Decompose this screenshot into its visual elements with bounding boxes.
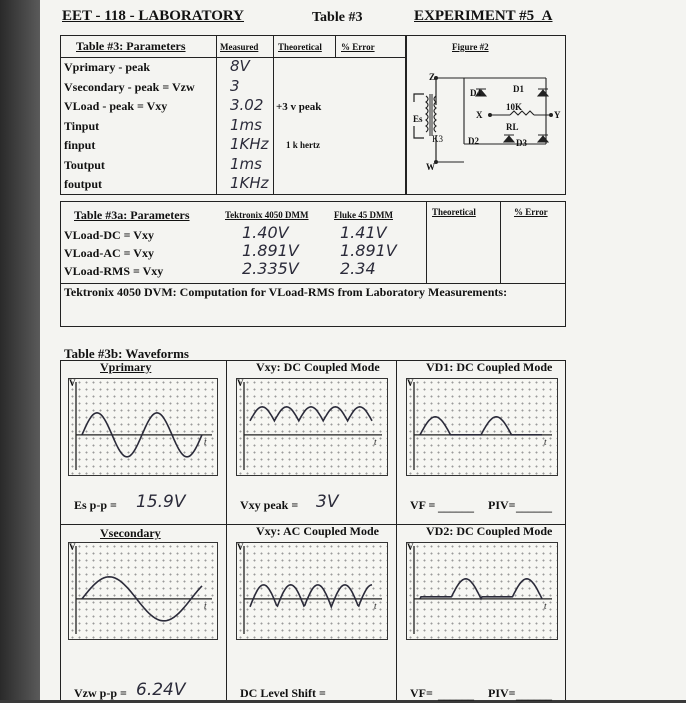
piv-blank[interactable]: ______ (516, 500, 552, 514)
v-axis-label: V (407, 542, 414, 552)
table3b-title: Table #3b: Waveforms (64, 346, 189, 361)
photo-shadow (0, 0, 40, 700)
table3a-tek-value[interactable]: 2.335V (242, 259, 299, 278)
v-axis-label: V (237, 378, 244, 388)
waveform-trace (68, 378, 218, 476)
v-axis-label: V (69, 378, 76, 388)
figure2-title: Figure #2 (452, 42, 489, 52)
table3-param: Tinput (64, 118, 100, 133)
t-axis-label: t (204, 436, 207, 447)
table3-theoretical[interactable]: +3 v peak (276, 101, 322, 113)
panel-title: Vxy: DC Coupled Mode (256, 360, 380, 374)
v-axis-label: V (407, 378, 414, 388)
t-axis-label: t (374, 600, 377, 611)
scope-axes (244, 382, 382, 470)
table3-measured[interactable]: 1ms (230, 115, 262, 134)
panel-footer-label: Es p-p = (74, 498, 117, 512)
panel-title: VD1: DC Coupled Mode (426, 360, 553, 374)
table3-param: Toutput (64, 157, 105, 172)
t-axis-label: t (374, 436, 377, 447)
load-label: RL (506, 122, 519, 132)
scope-axes (76, 546, 212, 634)
table3-measured[interactable]: 1KHz (230, 135, 269, 153)
table3-param: finput (64, 138, 96, 152)
t-axis-label: t (544, 436, 547, 447)
table3a-col-error: % Error (514, 207, 548, 217)
table3-measured[interactable]: 8V (230, 57, 250, 75)
scope-axes (76, 382, 212, 470)
lab-sheet (40, 0, 686, 700)
course-title: EET - 118 - LABORATORY (62, 8, 245, 24)
table3-col-theoretical: Theoretical (278, 42, 322, 52)
table3-measured[interactable]: 3 (230, 76, 240, 95)
panel-footer-label: VF = (410, 498, 436, 512)
table3-measured[interactable]: 1KHz (230, 174, 269, 192)
table3a-title: Table #3a: Parameters (74, 208, 190, 222)
waveform-path (250, 585, 372, 607)
panel-title: Vxy: AC Coupled Mode (256, 524, 380, 538)
panel-footer-value[interactable]: 6.24V (136, 680, 186, 700)
k3-label: K3 (432, 134, 443, 144)
panel-title: Vprimary (100, 360, 152, 374)
node-w-label: W (426, 162, 435, 172)
table3-col-measured: Measured (220, 42, 259, 52)
panel-footer-label: Vzw p-p = (74, 686, 127, 700)
waveform-path (420, 417, 542, 435)
scope-axes (244, 546, 382, 634)
panel-title: VD2: DC Coupled Mode (426, 524, 553, 538)
es-label: Es (413, 114, 423, 124)
table3a-col-fluke: Fluke 45 DMM (334, 210, 393, 220)
computation-label: Tektronix 4050 DVM: Computation for VLoad-RMS from Laboratory Measurements: (64, 285, 508, 299)
table3a-tek-value[interactable]: 1.40V (242, 223, 289, 242)
table3a-col-theoretical: Theoretical (432, 207, 476, 217)
table3-param: VLoad - peak = Vxy (64, 99, 168, 113)
table3a-param: VLoad-DC = Vxy (64, 228, 154, 242)
waveform-path (250, 407, 372, 421)
waveform-trace (68, 542, 218, 640)
table3-theoretical[interactable]: 1 k hertz (286, 140, 320, 150)
waveform-trace (406, 542, 558, 640)
waveform-trace (236, 542, 388, 640)
v-axis-label: V (69, 542, 76, 552)
table-number: Table #3 (312, 10, 363, 25)
d2-label: D2 (468, 136, 479, 146)
d3-label: D3 (516, 138, 527, 148)
panel-footer-label: DC Level Shift = (240, 686, 326, 700)
waveform-trace (406, 378, 558, 476)
panel-footer-value[interactable]: 3V (316, 492, 339, 512)
panel-title: Vsecondary (100, 526, 161, 540)
t-axis-label: t (204, 600, 207, 611)
t-axis-label: t (544, 600, 547, 611)
table3-param: Vsecondary - peak = Vzw (64, 79, 195, 94)
waveform-trace (236, 378, 388, 476)
piv-label: PIV= (488, 498, 516, 512)
d4-label: D4 (470, 88, 481, 98)
table3a-col-tek: Tektronix 4050 DMM (225, 210, 309, 220)
table3a-fluke-value[interactable]: 1.891V (340, 241, 397, 260)
panel-footer-label: VF= (410, 686, 433, 700)
table3-col-error: % Error (341, 42, 375, 52)
table3a-param: VLoad-RMS = Vxy (64, 264, 164, 278)
table3a-tek-value[interactable]: 1.891V (242, 241, 299, 260)
vf-blank[interactable]: ______ (438, 688, 474, 702)
table3-measured[interactable]: 1ms (230, 154, 262, 173)
panel-footer-label: Vxy peak = (240, 498, 299, 512)
scope-axes (414, 546, 552, 634)
resistor-label: 10K (506, 102, 523, 112)
scope-axes (414, 382, 552, 470)
table3a-fluke-value[interactable]: 1.41V (340, 223, 387, 242)
waveform-path (420, 579, 542, 599)
node-y-label: Y (554, 110, 561, 120)
panel-footer-value[interactable]: 15.9V (136, 492, 186, 512)
piv-blank[interactable]: ______ (516, 688, 552, 702)
vf-blank[interactable]: ______ (438, 500, 474, 514)
table3-param: Vprimary - peak (64, 60, 150, 74)
experiment-number: EXPERIMENT #5_A (414, 8, 553, 24)
node-x-label: X (476, 110, 483, 120)
table3-param: foutput (64, 177, 103, 191)
table3a-fluke-value[interactable]: 2.34 (340, 259, 376, 278)
d1-label: D1 (513, 84, 524, 94)
v-axis-label: V (237, 542, 244, 552)
node-z-label: Z (429, 72, 436, 82)
piv-label: PIV= (488, 686, 516, 700)
table3-title: Table #3: Parameters (76, 39, 186, 53)
table3a-param: VLoad-AC = Vxy (64, 246, 154, 260)
table3-measured[interactable]: 3.02 (230, 96, 264, 114)
